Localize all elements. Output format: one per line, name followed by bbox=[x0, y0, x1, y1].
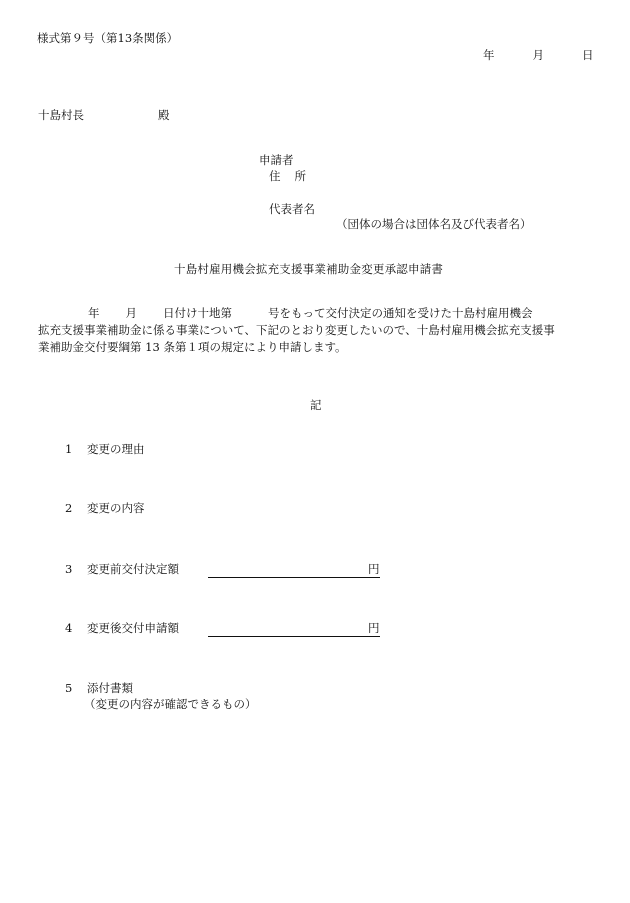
item-change-content bbox=[65, 503, 145, 515]
item-amount-before bbox=[65, 564, 179, 576]
address-char2: 所 bbox=[294, 169, 306, 183]
attachments-note: （変更の内容が確認できるもの） bbox=[84, 697, 257, 711]
item-amount-after bbox=[65, 623, 179, 635]
address-label bbox=[269, 171, 306, 183]
date-line bbox=[483, 50, 594, 62]
body-line-1 bbox=[38, 305, 593, 322]
representative-note: （団体の場合は団体名及び代表者名） bbox=[336, 217, 532, 231]
addressee-honorific: 殿 bbox=[158, 108, 170, 122]
item-attachments bbox=[65, 683, 133, 695]
ki-heading: 記 bbox=[310, 398, 322, 412]
item-change-reason bbox=[65, 444, 145, 456]
yen-unit: 円 bbox=[368, 562, 380, 576]
body-line1-rest: 号をもって交付決定の通知を受けた十島村雇用機会 bbox=[268, 306, 533, 320]
amount-before-blank[interactable] bbox=[208, 564, 380, 578]
item-label: 変更前交付決定額 bbox=[87, 562, 179, 576]
addressee-name: 十島村長 bbox=[38, 108, 84, 122]
item-label: 添付書類 bbox=[87, 681, 133, 695]
body-month: 月 bbox=[125, 306, 137, 320]
body-year: 年 bbox=[88, 306, 100, 320]
item-label: 変更の内容 bbox=[87, 501, 145, 515]
body-line-2: 拡充支援事業補助金に係る事業について、下記のとおり変更したいので、十島村雇用機会拡充支援事 bbox=[38, 323, 555, 337]
item-label: 変更後交付申請額 bbox=[87, 621, 179, 635]
item-label: 変更の理由 bbox=[87, 442, 145, 456]
applicant-label: 申請者 bbox=[259, 153, 294, 167]
body-text bbox=[38, 305, 593, 356]
address-char1: 住 bbox=[269, 169, 281, 183]
item-number: 5 bbox=[65, 681, 73, 695]
body-day-prefix: 日付け十地第 bbox=[163, 306, 232, 320]
addressee bbox=[38, 110, 170, 122]
date-day: 日 bbox=[582, 48, 594, 62]
date-year: 年 bbox=[483, 48, 495, 62]
item-number: 1 bbox=[65, 442, 73, 456]
body-line-3: 業補助金交付要綱第 13 条第１項の規定により申請します。 bbox=[38, 340, 347, 354]
amount-after-blank[interactable] bbox=[208, 623, 380, 637]
representative-label: 代表者名 bbox=[269, 202, 315, 216]
item-number: 3 bbox=[65, 562, 73, 576]
form-number: 様式第９号（第13条関係） bbox=[37, 31, 179, 45]
yen-unit: 円 bbox=[368, 621, 380, 635]
date-month: 月 bbox=[532, 48, 544, 62]
document-title: 十島村雇用機会拡充支援事業補助金変更承認申請書 bbox=[174, 262, 444, 276]
item-number: 2 bbox=[65, 501, 73, 515]
item-number: 4 bbox=[65, 621, 73, 635]
